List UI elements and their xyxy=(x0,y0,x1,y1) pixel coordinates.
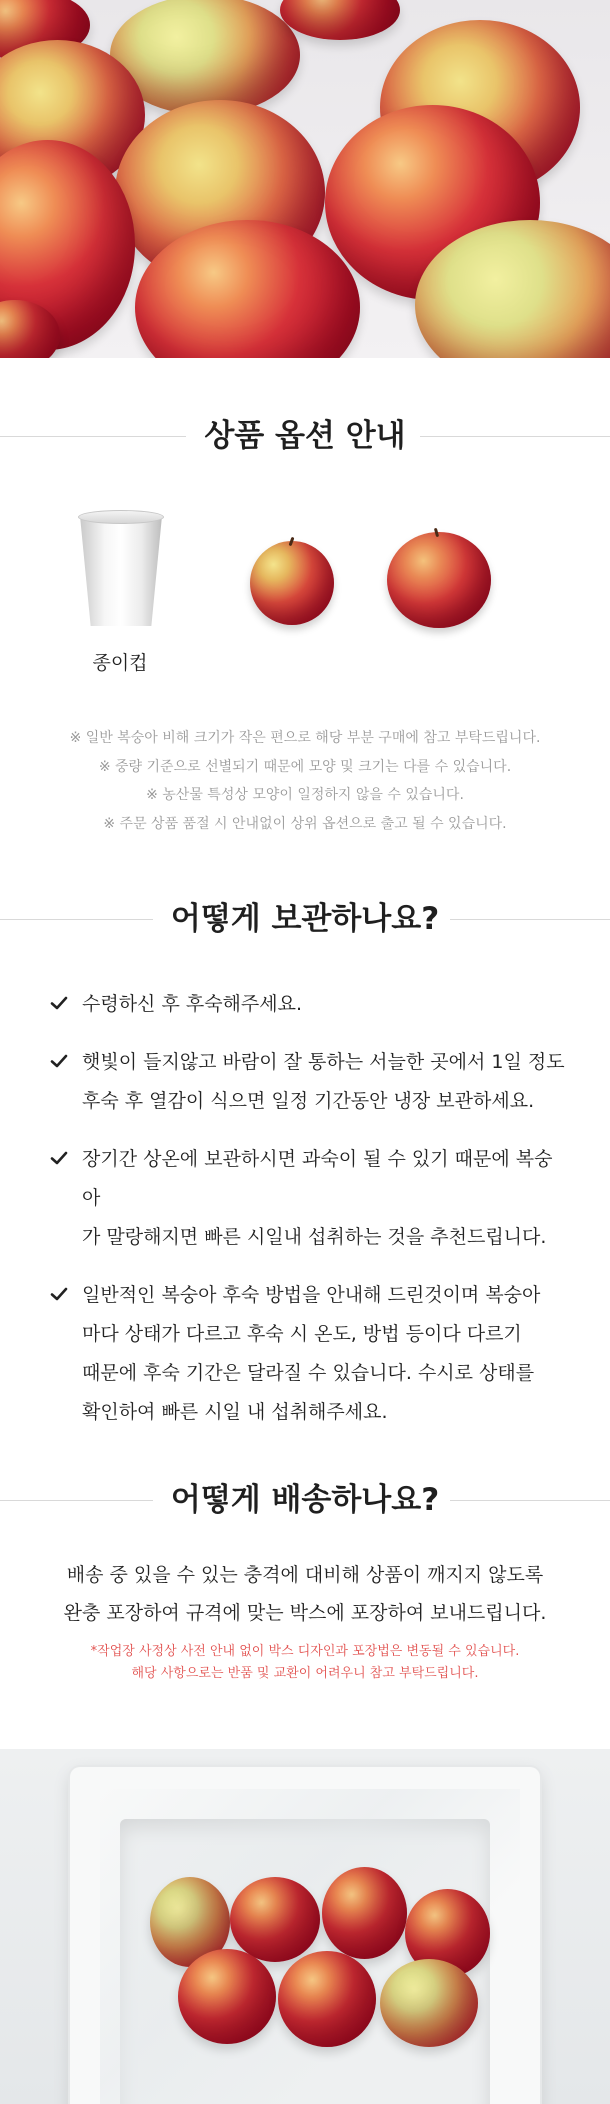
option-note: ※ 일반 복숭아 비해 크기가 작은 편으로 해당 부분 구매에 참고 부탁드립니다. xyxy=(69,730,541,746)
small-peach-image xyxy=(250,541,334,625)
packed-box-photo xyxy=(0,1749,610,2104)
peach-hero-photo xyxy=(0,0,610,358)
storage-tip-line: 확인하여 빠른 시일 내 섭취해주세요. xyxy=(82,1401,388,1423)
shipping-title-text: 어떻게 배송하나요? xyxy=(153,1474,457,1526)
paper-cup-label: 종이컵 xyxy=(92,652,148,674)
storage-tip-line: 때문에 후숙 기간은 달라질 수 있습니다. 수시로 상태를 xyxy=(82,1362,535,1384)
paper-cup-image xyxy=(80,510,162,628)
shipping-warning-line: 해당 사항으로는 반품 및 교환이 어려우니 참고 부탁드립니다. xyxy=(131,1666,479,1681)
storage-tip-line: 후숙 후 열감이 식으면 일정 기간동안 냉장 보관하세요. xyxy=(82,1090,535,1112)
storage-tip-line: 장기간 상온에 보관하시면 과숙이 될 수 있기 때문에 복숭아 xyxy=(82,1148,553,1209)
title-rule-left xyxy=(0,919,160,920)
shipping-line: 완충 포장하여 규격에 맞는 박스에 포장하여 보내드립니다. xyxy=(63,1602,547,1624)
storage-tip-line: 일반적인 복숭아 후숙 방법을 안내해 드린것이며 복숭아 xyxy=(82,1284,541,1306)
checkmark-icon xyxy=(50,994,68,1012)
large-peach-image xyxy=(387,532,491,628)
title-rule-right xyxy=(450,919,610,920)
storage-tip-item xyxy=(48,1140,568,1257)
option-title-text: 상품 옵션 안내 xyxy=(186,412,423,460)
storage-tip-line: 햇빛이 들지않고 바람이 잘 통하는 서늘한 곳에서 1일 정도 xyxy=(82,1051,565,1073)
option-note: ※ 주문 상품 품절 시 안내없이 상위 옵션으로 출고 될 수 있습니다. xyxy=(103,815,507,832)
title-rule-left xyxy=(0,436,190,437)
storage-tip-item xyxy=(48,985,568,1024)
option-notes xyxy=(0,724,610,838)
checkmark-icon xyxy=(50,1052,68,1070)
storage-tip-item xyxy=(48,1276,568,1432)
title-rule-left xyxy=(0,1500,160,1501)
shipping-description xyxy=(0,1556,610,1632)
storage-tip-line: 마다 상태가 다르고 후숙 시 온도, 방법 등이다 다르기 xyxy=(82,1323,522,1345)
storage-title-text: 어떻게 보관하나요? xyxy=(153,893,457,945)
checkmark-icon xyxy=(50,1149,68,1167)
storage-tip-line: 수령하신 후 후숙해주세요. xyxy=(82,993,303,1015)
shipping-warning xyxy=(0,1641,610,1685)
storage-section-title xyxy=(0,893,610,945)
checkmark-icon xyxy=(50,1285,68,1303)
shipping-section-title xyxy=(0,1474,610,1526)
option-section-title xyxy=(0,412,610,460)
shipping-line: 배송 중 있을 수 있는 충격에 대비해 상품이 깨지지 않도록 xyxy=(66,1564,544,1586)
storage-tip-item xyxy=(48,1043,568,1121)
storage-tips-list xyxy=(48,985,568,1432)
title-rule-right xyxy=(450,1500,610,1501)
shipping-warning-line: *작업장 사정상 사전 안내 없이 박스 디자인과 포장법은 변동될 수 있습니다. xyxy=(90,1644,520,1659)
option-note: ※ 농산물 특성상 모양이 일정하지 않을 수 있습니다. xyxy=(146,787,464,803)
title-rule-right xyxy=(420,436,610,437)
storage-tip-line: 가 말랑해지면 빠른 시일내 섭취하는 것을 추천드립니다. xyxy=(82,1226,547,1248)
option-note: ※ 중량 기준으로 선별되기 때문에 모양 및 크기는 다를 수 있습니다. xyxy=(98,758,512,775)
